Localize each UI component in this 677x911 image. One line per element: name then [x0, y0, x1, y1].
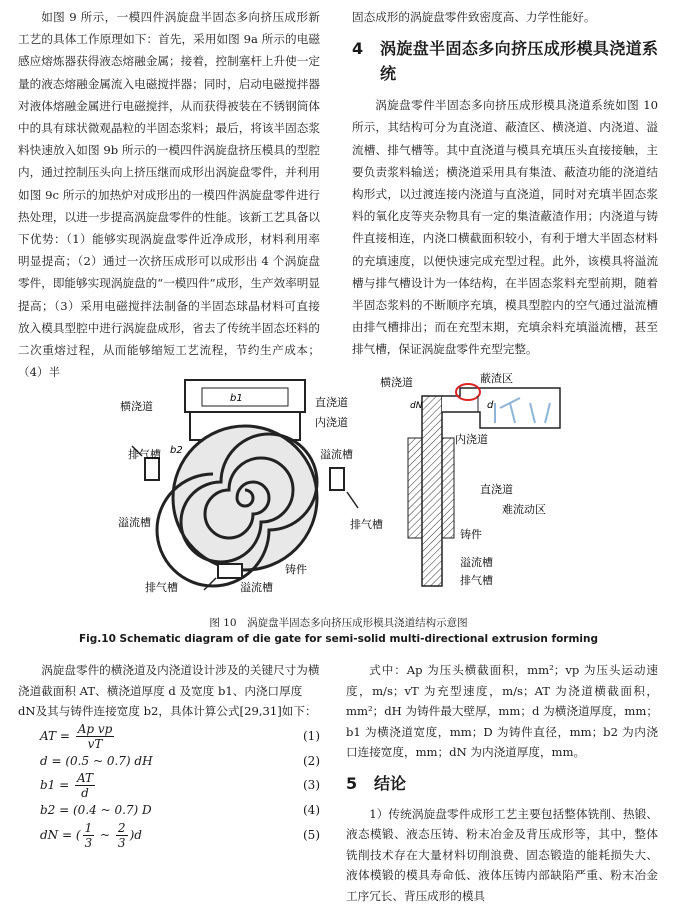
paragraph-dimensions: 涡旋盘零件的横浇道及内浇道设计涉及的关键尺寸为横浇道截面积 AT、横浇道厚度 d 及宽度 b1、内浇口厚度 dN及其与铸件连接宽度 b2，具体计算公式[29,31]如下： [18, 663, 320, 718]
eq5-f2-den: 3 [117, 835, 126, 850]
eq5-number: (5) [303, 827, 320, 842]
label-cross-runner-r: 横浇道 [380, 376, 413, 389]
eq3-fraction [75, 771, 95, 800]
label-overflow-left: 溢流槽 [118, 516, 151, 529]
eq3-lhs: b1 = [40, 778, 70, 792]
label-sprue-r: 直浇道 [480, 483, 513, 496]
section-4-title: 涡旋盘半固态多向挤压成形模具浇道系统 [380, 39, 658, 84]
equation-4 [18, 800, 320, 821]
section-4-heading [352, 36, 658, 86]
right-diagram [380, 371, 560, 587]
cross-runner-shape [185, 380, 305, 412]
eq2-number: (2) [303, 753, 320, 768]
label-overflow-r: 溢流槽 [460, 556, 493, 569]
label-inner-gate: 内浇道 [315, 416, 348, 429]
overflow-left [145, 458, 159, 480]
label-overflow-bottom: 溢流槽 [240, 581, 273, 594]
equation-2 [18, 751, 320, 772]
eq5-f1-num: 1 [84, 820, 93, 835]
label-d: d [487, 400, 494, 411]
label-b1: b1 [230, 393, 243, 404]
lower-left-column [18, 660, 320, 850]
label-vent-left: 排气槽 [128, 448, 161, 461]
paragraph-conclusion-1: 1）传统涡旋盘零件成形工艺主要包括整体铣削、热锻、液态模锻、液态压铸、粉末冶金及背压成形等，其中，整体铣削技术存在大量材料切削浪费、固态锻造的能耗损失大、液体模锻的模具寿命低、液体压铸内部缺陷严重、粉末冶金工序冗长、背压成形的模具 [346, 806, 658, 903]
eq1-number: (1) [303, 728, 320, 743]
equation-3 [18, 771, 320, 800]
label-casting-r: 铸件 [460, 528, 482, 541]
label-vent-right: 排气槽 [350, 518, 383, 531]
eq5-lhs: dN = [40, 827, 73, 842]
label-vent-r: 排气槽 [460, 574, 493, 587]
section-5-heading [346, 771, 658, 796]
paragraph-process: 如图 9 所示，一模四件涡旋盘半固态多向挤压成形新工艺的具体工作原理如下：首先，采用如图 9a 所示的电磁感应熔炼器获得液态熔融金属；接着，控制塞杆上升使一定量的液态熔融金属流入电磁搅拌器；同时，启动电磁搅拌器对液体熔融金属进行电磁搅拌，从而获得被装在不锈钢筒体中的具有球状微观晶粒的半固态浆料；最后，将该半固态浆料快速放入如图 9b 所示的一模四件涡旋盘挤压模具的型腔内，通过控制压头向上挤压继而成形出涡旋盘零件，并利用如图 9c 所示的加热炉对成形出的一模四件涡旋盘零件进行热处理，以进一步提高涡旋盘零件的性能。该新工艺具备以下优势：（1）能够实现涡旋盘零件近净成形，材料利用率明显提高；（2）通过一次挤压成形可以成形出 4 个涡旋盘零件，即能够实现涡旋盘的“一模四件”成形，生产效率明显提高；（3）采用电磁搅拌法制备的半固态球晶材料可直接放入模具型腔中进行涡旋盘成形，省去了传统半固态坯料的二次重熔过程，从而能够缩短工艺流程，节约生产成本；（4）半 [18, 10, 320, 380]
eq5-tail: d [134, 827, 142, 842]
paragraph-gate-system: 涡旋盘零件半固态多向挤压成形模具浇道系统如图 10 所示，其结构可分为直浇道、蔽渣区、横浇道、内浇道、溢流槽、排气槽等。其中直浇道与模具充填压头直接接触，主要负责浆料输送；横浇道采用具有集渣、蔽渣功能的浇道结构形式，以过渡连接内浇道与直浇道，同时对充填半固态浆料的氧化皮等夹杂物具有一定的集渣蔽渣作用；内浇道与铸件直接相连，内浇口横截面积较小，有利于增大半固态材料的充填速度，以便快速完成充型过程。此外，该模具将溢流槽与排气槽设计为一体结构，在半固态浆料充型前期，随着半固态浆料的不断顺序充填，模具型腔内的空气通过溢流槽由排气槽排出；而在充型末期，充填余料充填溢流槽，甚至排气槽，保证涡旋盘零件充型完整。 [352, 98, 658, 357]
casting-section [422, 396, 442, 586]
equation-5: dN = ( $\frac{1}{3}$ ~ $\frac{2}{3}$ )d (5) [40, 820, 320, 850]
label-hard-flow: 难流动区 [502, 503, 546, 516]
eq5-f1-den: 3 [84, 835, 93, 850]
eq5-tilde: ~ [100, 827, 111, 842]
label-overflow-right: 溢流槽 [320, 448, 353, 461]
eq3-denominator: d [81, 786, 89, 800]
right-column [352, 6, 658, 361]
paragraph-symbols: 式中：Ap 为压头横截面积，mm²；vp 为压头运动速度，m/s；vT 为充型速度，m/s；AT 为浇道横截面积，mm²；dH 为铸件最大壁厚，mm；d 为横浇道厚度，mm；b1 为横浇道宽度，mm；D 为铸件直径，mm；b2 为内浇口连接宽度，mm；dN 为内浇道厚度，mm。 [346, 663, 658, 759]
eq5-fraction-1 [83, 821, 95, 850]
label-b2: b2 [170, 445, 183, 456]
paragraph-continued: 固态成形的涡旋盘零件致密度高、力学性能好。 [352, 10, 596, 24]
lower-right-column [346, 660, 658, 906]
label-vent-bottom: 排气槽 [145, 581, 178, 594]
figure-caption-cn: 图 10 涡旋盘半固态多向挤压成形模具浇道结构示意图 [209, 617, 468, 629]
eq3-number: (3) [303, 778, 320, 793]
eq1-denominator: vT [87, 736, 103, 751]
left-column [18, 6, 320, 383]
label-cross-runner: 横浇道 [120, 400, 153, 413]
casting-disc [173, 426, 317, 570]
overflow-right [330, 468, 344, 490]
label-dN: dN [410, 401, 423, 411]
eq3-numerator: AT [77, 771, 94, 785]
eq1-lhs: AT = [40, 728, 70, 743]
b1-box [202, 388, 288, 406]
overflow-bottom [218, 564, 242, 578]
eq1-numerator: Ap vp [77, 721, 113, 736]
eq4-number: (4) [303, 803, 320, 817]
label-casting: 铸件 [285, 563, 307, 576]
eq5-f2-num: 2 [117, 820, 126, 835]
eq2-expression: d = (0.5 ~ 0.7) dH [40, 753, 153, 768]
left-diagram [118, 380, 383, 594]
eq5-fraction-2 [116, 821, 128, 850]
equation-1 [18, 722, 320, 751]
section-5-number: 5 [346, 773, 358, 793]
label-slag-zone: 蔽渣区 [480, 372, 513, 385]
eq1-fraction [76, 722, 115, 751]
label-sprue: 直浇道 [315, 396, 348, 409]
figure-caption-en: Fig.10 Schematic diagram of die gate for semi-solid multi-directional extrusion forming [78, 633, 598, 645]
section-5-title: 结论 [374, 773, 407, 793]
label-inner-gate-r: 内浇道 [455, 433, 488, 446]
eq4-expression: b2 = (0.4 ~ 0.7) D [40, 803, 152, 817]
section-4-number: 4 [352, 39, 364, 59]
gate-diagram [40, 368, 640, 613]
